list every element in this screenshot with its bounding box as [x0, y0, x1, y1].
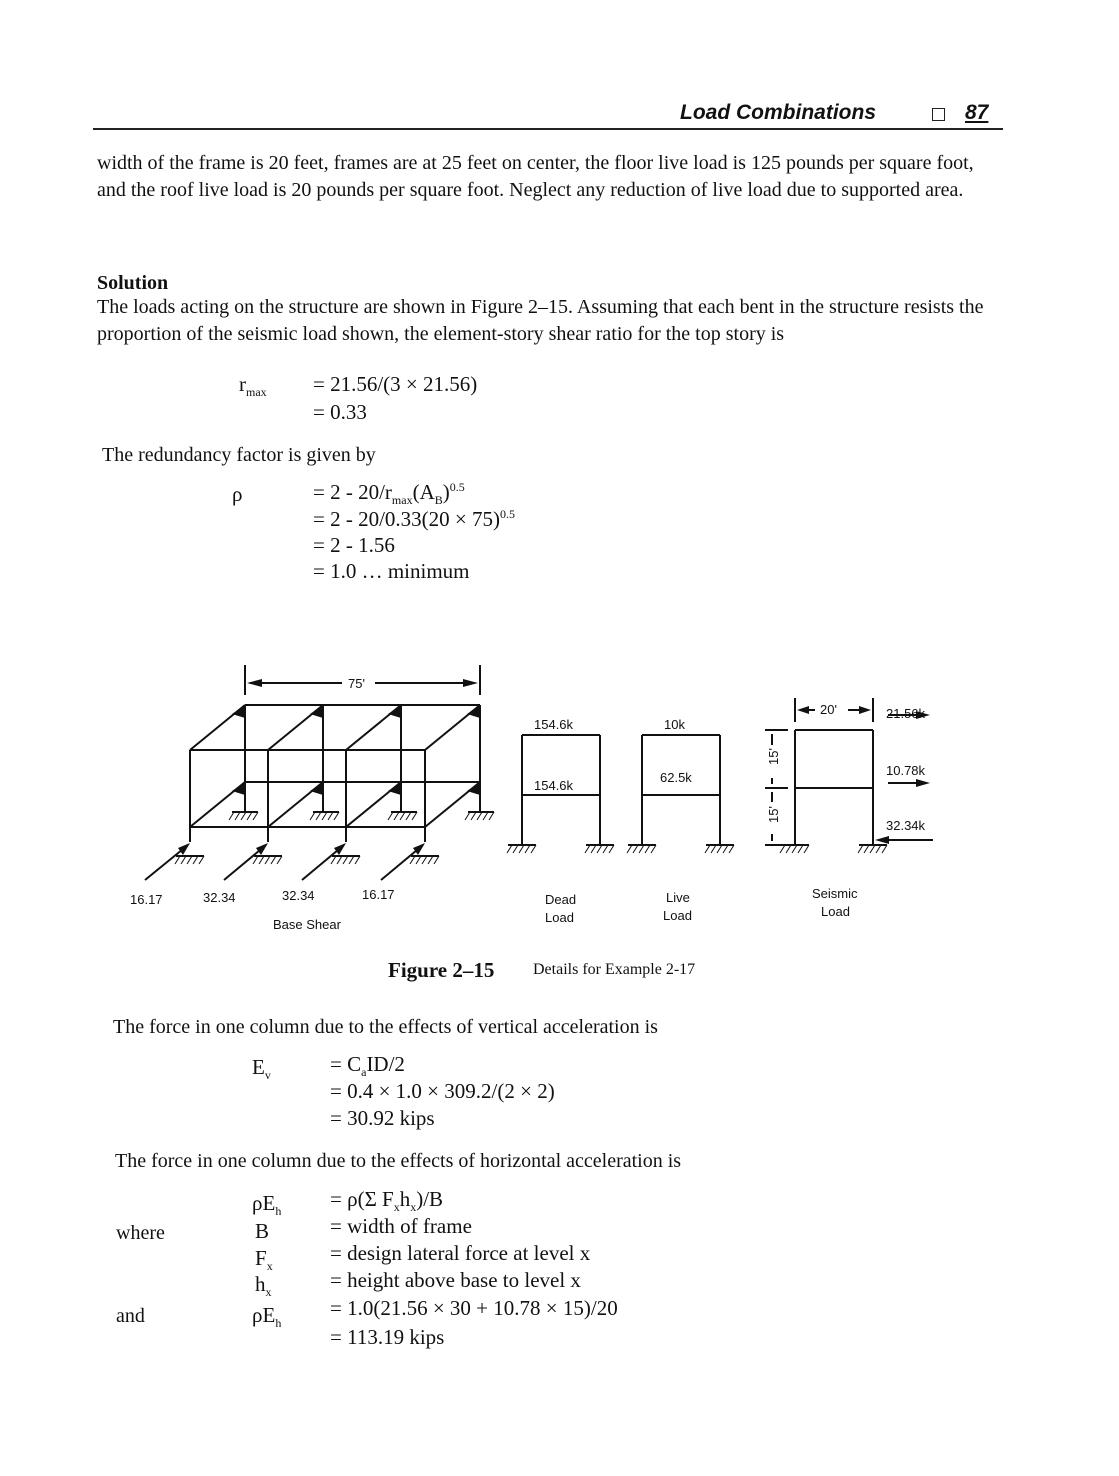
rho-line-4: = 1.0 … minimum: [313, 559, 470, 583]
live-load-frame: [627, 735, 734, 853]
rho-line-3: = 2 - 1.56: [313, 533, 395, 557]
rmax-line-2: = 0.33: [313, 400, 367, 424]
shear-arrow-1-icon: [178, 843, 190, 855]
solution-paragraph: The loads acting on the structure are shown in Figure 2–15. Assuming that each bent in the structure resists the proportion of the seismic load shown, the element-story shear ratio for the top story is: [97, 296, 984, 345]
where-label: where: [116, 1222, 165, 1244]
intro-paragraph: width of the frame is 20 feet, frames are at 25 feet on center, the floor live load is 125 pounds per square foot, and the roof live load is 20 pounds per square foot. Neglect any reduction of live load due to supported area.: [97, 152, 974, 201]
dead-top-label: 154.6k: [534, 717, 574, 732]
shear-arrow-4-icon: [413, 843, 425, 855]
dim-20-label: 20': [820, 702, 837, 717]
live-mid-label: 62.5k: [660, 770, 692, 785]
and-label: and: [116, 1305, 145, 1327]
seismic-base-label: 32.34k: [886, 818, 926, 833]
running-header-title: Load Combinations: [680, 101, 876, 124]
shear-value-3: 32.34: [282, 888, 315, 903]
rho-line-1: = $2 - 20/r_{max}(A_B)^{0.5}$: [313, 480, 465, 508]
ev-symbol: $E_v$: [252, 1055, 271, 1083]
vertical-intro: The force in one column due to the effects of vertical acceleration is: [113, 1016, 658, 1038]
solution-heading: Solution: [97, 272, 169, 294]
shear-arrow-3-icon: [334, 843, 346, 855]
peh-symbol: $\rho E_h$: [252, 1191, 282, 1219]
horizontal-intro: The force in one column due to the effects of horizontal acceleration is: [115, 1150, 682, 1172]
dim-75-label: 75': [348, 676, 365, 691]
rmax-line-1: = 21.56/(3 × 21.56): [313, 372, 478, 396]
figure-caption-number: Figure 2–15: [388, 958, 495, 982]
redundancy-text: The redundancy factor is given by: [102, 444, 376, 466]
b-definition: = width of frame: [330, 1214, 472, 1238]
shear-value-2: 32.34: [203, 890, 236, 905]
live-label-1: Live: [666, 890, 690, 905]
dead-label-1: Dead: [545, 892, 577, 907]
fx-definition: = design lateral force at level x: [330, 1241, 591, 1265]
ev-line-2: = 0.4 × 1.0 × 309.2/(2 × 2): [330, 1079, 555, 1103]
page-number: 87: [965, 101, 989, 124]
frame-3d: [145, 705, 494, 880]
seismic-mid-label: 10.78k: [886, 763, 926, 778]
rho-symbol: ρ: [232, 482, 243, 506]
and-line-1: = 1.0(21.56 × 30 + 10.78 × 15)/20: [330, 1296, 618, 1320]
dim-15a-label: 15': [766, 748, 781, 765]
base-shear-label: Base Shear: [273, 917, 341, 932]
shear-value-4: 16.17: [362, 887, 395, 902]
live-label-2: Load: [663, 908, 692, 923]
header-box-icon: [932, 108, 945, 121]
live-top-label: 10k: [664, 717, 685, 732]
hx-symbol: $h_x$: [255, 1272, 272, 1300]
dim-arrow-right-icon: [463, 679, 478, 687]
ev-line-1: = $C_aID/2$: [330, 1052, 405, 1080]
figure-2-15: [0, 650, 1119, 950]
dead-load-frame: [507, 735, 614, 853]
seismic-label-2: Load: [821, 904, 850, 919]
b-symbol: B: [255, 1219, 270, 1243]
fx-symbol: $F_x$: [255, 1246, 273, 1274]
seismic-top-label: 21.56k: [886, 706, 926, 721]
and-symbol: $\rho E_h$: [252, 1303, 282, 1331]
rho-line-2: = $2 - 20/0.33(20 \times 75)^{0.5}$: [313, 507, 516, 531]
dim-15b-label: 15': [766, 806, 781, 823]
peh-line-1: = ρ(Σ $F_xh_x)/B$: [330, 1187, 444, 1215]
and-line-2: = 113.19 kips: [330, 1325, 445, 1349]
shear-arrow-2-icon: [256, 843, 268, 855]
header-rule: [93, 128, 1003, 130]
ev-line-3: = 30.92 kips: [330, 1106, 435, 1130]
rmax-symbol: $r_{max}$: [239, 372, 267, 400]
dim-arrow-left-icon: [247, 679, 262, 687]
dead-label-2: Load: [545, 910, 574, 925]
hx-definition: = height above base to level x: [330, 1268, 581, 1292]
seismic-label-1: Seismic: [812, 886, 858, 901]
dead-mid-label: 154.6k: [534, 778, 574, 793]
shear-value-1: 16.17: [130, 892, 163, 907]
figure-caption-text: Details for Example 2-17: [533, 961, 696, 978]
